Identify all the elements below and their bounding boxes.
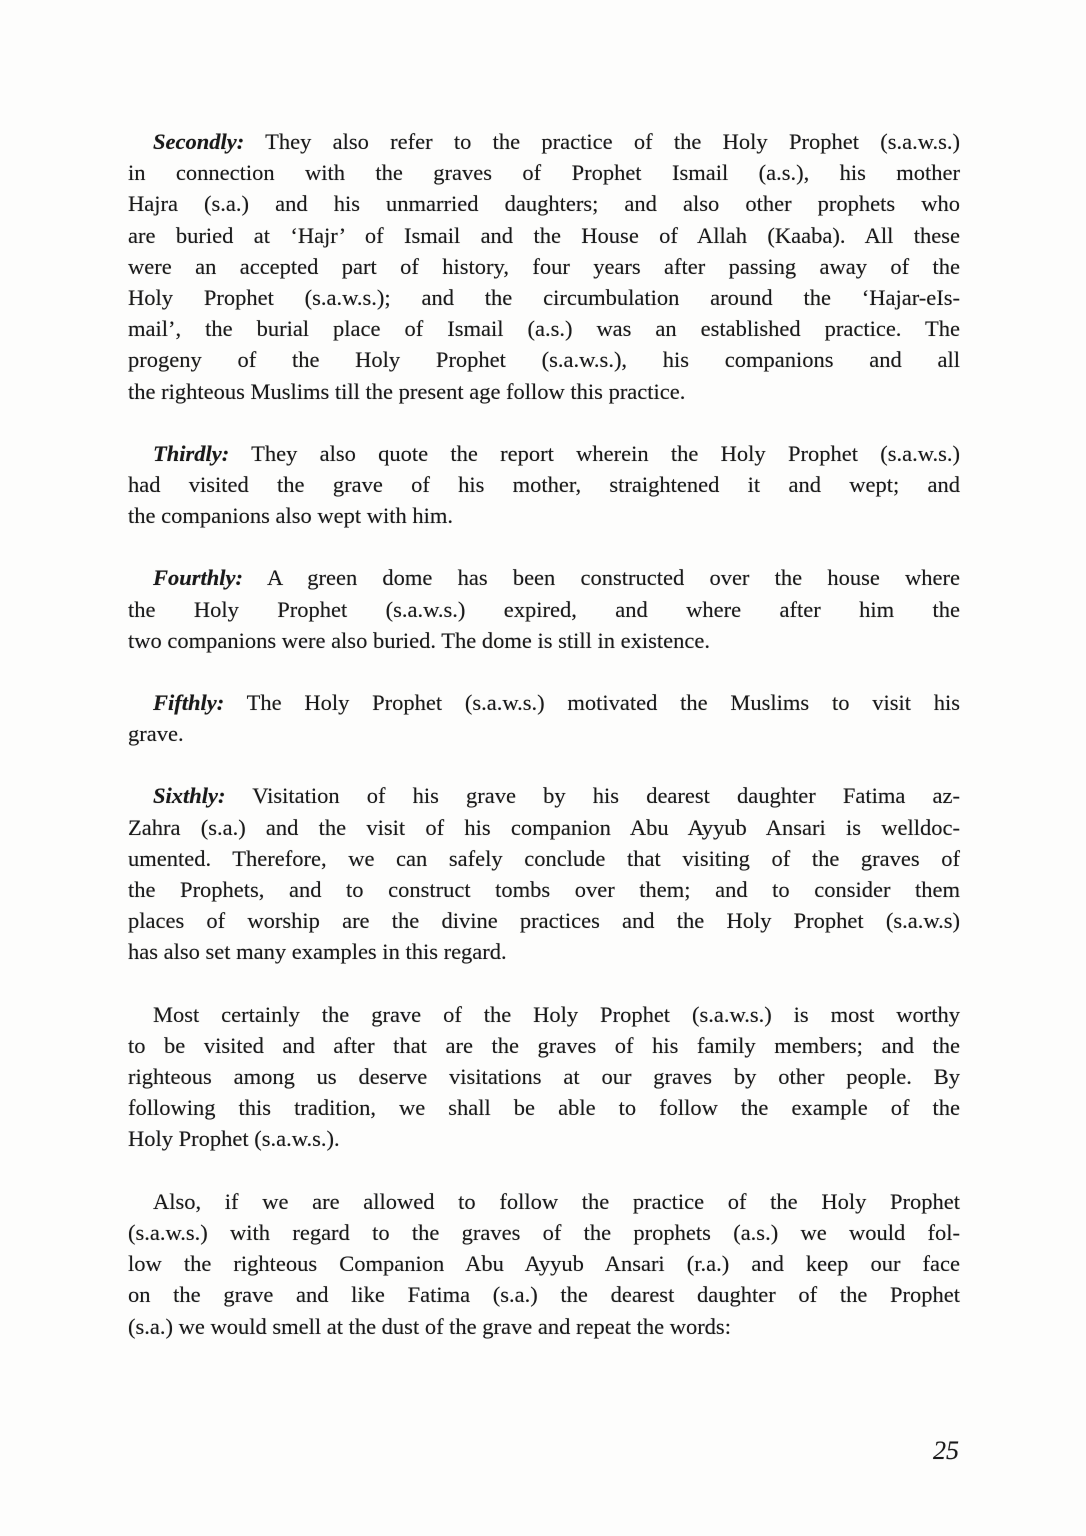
text-line: Holy Prophet (s.a.w.s.). <box>128 1126 340 1152</box>
text-line: on the grave and like Fatima (s.a.) the dearest daughter of the Prophet <box>128 1282 960 1308</box>
text-line: the Prophets, and to construct tombs over them; and to consider them <box>128 877 960 903</box>
paragraph <box>128 780 960 967</box>
text-line: in connection with the graves of Prophet Ismail (a.s.), his mother <box>128 160 960 186</box>
text-line: were an accepted part of history, four years after passing away of the <box>128 253 960 279</box>
page-body <box>128 126 960 1373</box>
text-line: (s.a.w.s.) with regard to the graves of the prophets (a.s.) we would fol- <box>128 1219 960 1245</box>
paragraph-lead: Secondly: <box>153 129 245 154</box>
paragraph-text: The Holy Prophet (s.a.w.s.) motivated the Muslims to visit his <box>246 690 960 716</box>
text-line: places of worship are the divine practices and the Holy Prophet (s.a.w.s) <box>128 908 960 934</box>
text-line: Hajra (s.a.) and his unmarried daughters; and also other prophets who <box>128 191 960 217</box>
paragraph-text: A green dome has been constructed over the house where <box>267 565 961 591</box>
text-line: following this tradition, we shall be able to follow the example of the <box>128 1095 960 1121</box>
text-line: low the righteous Companion Abu Ayyub Ansari (r.a.) and keep our face <box>128 1251 960 1277</box>
paragraph-lead: Fourthly: <box>153 565 244 591</box>
paragraph-text: They also refer to the practice of the Holy Prophet (s.a.w.s.) <box>265 129 960 154</box>
paragraph <box>128 126 960 407</box>
text-line: mail’, the burial place of Ismail (a.s.) was an established practice. The <box>128 316 960 342</box>
text-line: are buried at ‘Hajr’ of Ismail and the House of Allah (Kaaba). All these <box>128 222 960 248</box>
text-line: Also, if we are allowed to follow the practice of the Holy Prophet <box>153 1188 960 1214</box>
text-line: (s.a.) we would smell at the dust of the grave and repeat the words: <box>128 1313 731 1339</box>
paragraph-lead: Thirdly: <box>153 440 230 466</box>
text-line: Zahra (s.a.) and the visit of his companion Abu Ayyub Ansari is welldoc- <box>128 814 960 840</box>
text-line: Most certainly the grave of the Holy Prophet (s.a.w.s.) is most worthy <box>153 1001 960 1027</box>
text-line: the Holy Prophet (s.a.w.s.) expired, and where after him the <box>128 596 960 622</box>
text-line: umented. Therefore, we can safely conclude that visiting of the graves of <box>128 845 960 871</box>
text-line <box>128 438 960 469</box>
text-line <box>128 126 960 157</box>
text-line: righteous among us deserve visitations at our graves by other people. By <box>128 1064 960 1090</box>
text-line: the companions also wept with him. <box>128 503 453 529</box>
text-line <box>128 780 960 811</box>
paragraph <box>128 687 960 749</box>
text-line: had visited the grave of his mother, straightened it and wept; and <box>128 472 960 498</box>
paragraph-lead: Fifthly: <box>153 690 225 716</box>
text-line <box>128 562 960 593</box>
page-number: 25 <box>933 1436 959 1465</box>
paragraph <box>128 438 960 532</box>
paragraph-text: Visitation of his grave by his dearest daughter Fatima az- <box>252 783 960 809</box>
paragraph-lead: Sixthly: <box>153 783 226 809</box>
text-line: the righteous Muslims till the present age follow this practice. <box>128 378 686 404</box>
paragraph <box>128 1186 960 1342</box>
text-line: has also set many examples in this regard. <box>128 939 507 965</box>
text-line: grave. <box>128 721 184 747</box>
text-line <box>128 687 960 718</box>
text-line: Holy Prophet (s.a.w.s.); and the circumbulation around the ‘Hajar-eIs- <box>128 285 960 311</box>
paragraph <box>128 562 960 656</box>
paragraph <box>128 999 960 1155</box>
paragraph-text: They also quote the report wherein the Holy Prophet (s.a.w.s.) <box>251 440 960 466</box>
text-line: to be visited and after that are the graves of his family members; and the <box>128 1032 960 1058</box>
text-line: two companions were also buried. The dome is still in existence. <box>128 627 710 653</box>
text-line: progeny of the Holy Prophet (s.a.w.s.), his companions and all <box>128 347 960 373</box>
